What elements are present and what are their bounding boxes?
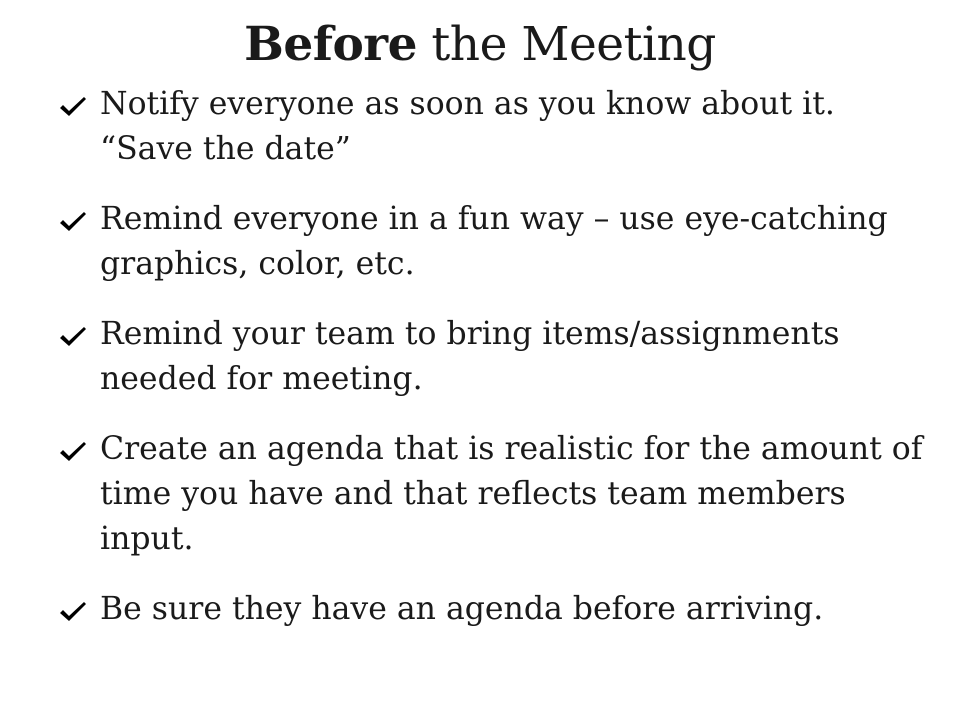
bullet-list [50,82,950,657]
bullet-line: needed for meeting. [100,361,423,397]
bullet-line: “Save the date” [100,131,351,167]
bullet-line: Remind everyone in a fun way – use eye-catching [100,201,888,237]
checkmark-icon [58,440,88,464]
bullet-item [50,197,950,287]
bullet-line: Notify everyone as soon as you know about it. [100,86,835,122]
bullet-line: graphics, color, etc. [100,246,415,282]
bullet-item [50,587,950,632]
bullet-item [50,82,950,172]
bullet-line: Be sure they have an agenda before arriving. [100,591,824,627]
slide-title [0,18,960,72]
checkmark-icon [58,325,88,349]
checkmark-icon [58,95,88,119]
bullet-item [50,312,950,402]
bullet-line: Create an agenda that is realistic for the amount of [100,431,923,467]
checkmark-icon [58,210,88,234]
bullet-line: Remind your team to bring items/assignments [100,316,840,352]
bullet-line: input. [100,521,194,557]
checkmark-icon [58,600,88,624]
bullet-line: time you have and that reflects team members [100,476,846,512]
title-emphasis: Before [244,17,417,72]
bullet-item [50,427,950,562]
title-rest: the Meeting [416,17,716,72]
